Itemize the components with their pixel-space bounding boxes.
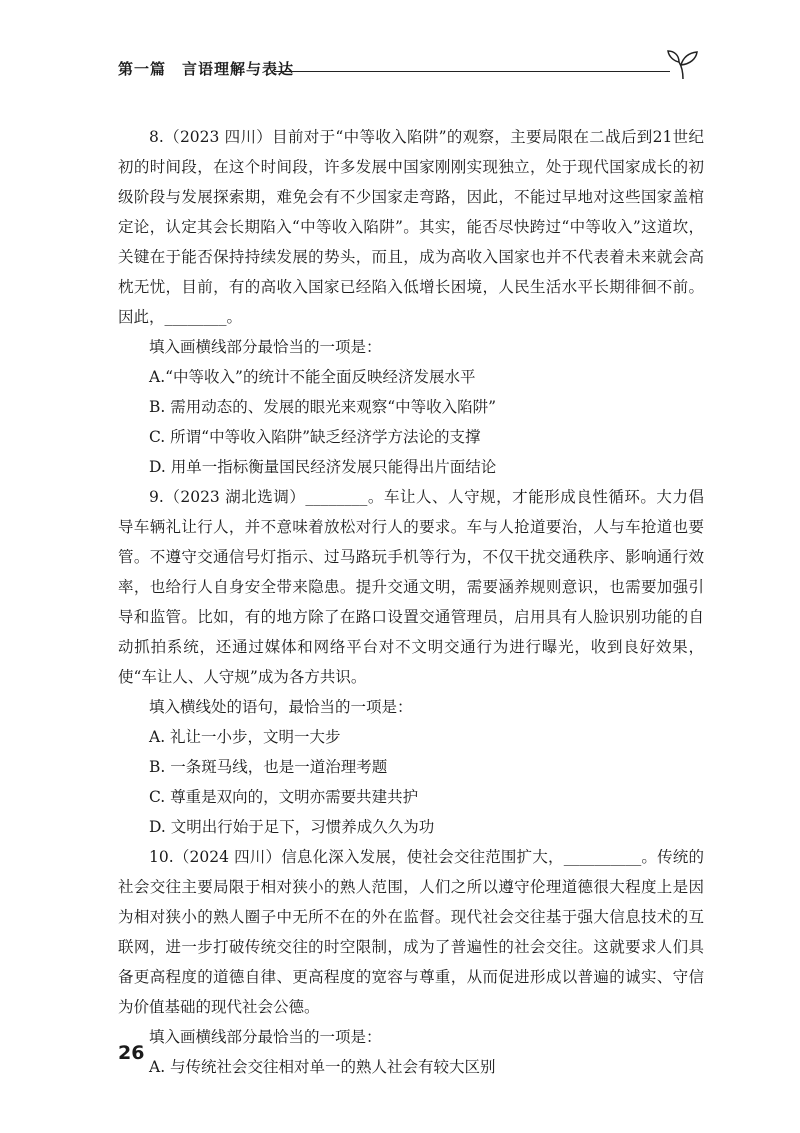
question-9-option-a: A. 礼让一小步，文明一大步 [149,728,341,746]
question-9-option-d: D. 文明出行始于足下，习惯养成久久为功 [149,818,435,836]
page-number: 26 [118,1042,145,1064]
header-rule [274,71,670,72]
question-10-option-a: A. 与传统社会交往相对单一的熟人社会有较大区别 [149,1058,496,1076]
running-header [118,56,700,86]
question-8-option-b: B. 需用动态的、发展的眼光来观察“中等收入陷阱” [149,398,497,416]
question-9-option-b: B. 一条斑马线，也是一道治理考题 [149,758,388,776]
question-8-option-d: D. 用单一指标衡量国民经济发展只能得出片面结论 [149,458,497,476]
question-8-prompt: 填入画横线部分最恰当的一项是： [149,338,382,356]
question-9-stem: 9.（2023 湖北选调）________。车让人、人守规，才能形成良性循环。大力倡导车辆礼让行人，并不意味着放松对行人的要求。车与人抢道要治，人与车抢道也要管。不遵守交通信号灯指示、过马路玩手机等行为，不仅干扰交通秩序、影响通行效率，也给行人自身安全带来隐患。提升交通文明，需要涵养规则意识，也需要加强引导和监管。比如，有的地方除了在路口设置交通管理员，启用具有人脸识别功能的自动抓拍系统，还通过媒体和网络平台对不文明交通行为进行曝光，收到良好效果，使“车让人、人守规”成为各方共识。 [118,488,704,686]
question-10-prompt: 填入画横线部分最恰当的一项是： [149,1028,382,1046]
question-8-option-c: C. 所谓“中等收入陷阱”缺乏经济学方法论的支撑 [149,428,481,446]
question-10-stem: 10.（2024 四川）信息化深入发展，使社会交往范围扩大，__________。传统的社会交往主要局限于相对狭小的熟人范围，人们之所以遵守伦理道德很大程度上是因为相对狭小的熟人圈子中无所不在的外在监督。现代社会交往基于强大信息技术的互联网，进一步打破传统交往的时空限制，成为了普遍性的社会交往。这就要求人们具备更高程度的道德自律、更高程度的宽容与尊重，从而促进形成以普遍的诚实、守信为价值基础的现代社会公德。 [118,848,704,1016]
question-8-stem: 8.（2023 四川）目前对于“中等收入陷阱”的观察，主要局限在二战后到21世纪初的时间段，在这个时间段，许多发展中国家刚刚实现独立，处于现代国家成长的初级阶段与发展探索期，难免会有不少国家走弯路，因此，不能过早地对这些国家盖棺定论，认定其会长期陷入“中等收入陷阱”。其实，能否尽快跨过“中等收入”这道坎，关键在于能否保持持续发展的势头，而且，成为高收入国家也并不代表着未来就会高枕无忧，目前，有的高收入国家已经陷入低增长困境，人民生活水平长期徘徊不前。因此，________。 [118,128,704,326]
question-9-option-c: C. 尊重是双向的，文明亦需要共建共护 [149,788,419,806]
page-body [118,122,704,1082]
section-title: 第一篇 言语理解与表达 [118,60,295,78]
sprout-icon [666,48,700,80]
question-9-prompt: 填入横线处的语句，最恰当的一项是： [149,698,413,716]
question-8-option-a: A.“中等收入”的统计不能全面反映经济发展水平 [149,368,476,386]
